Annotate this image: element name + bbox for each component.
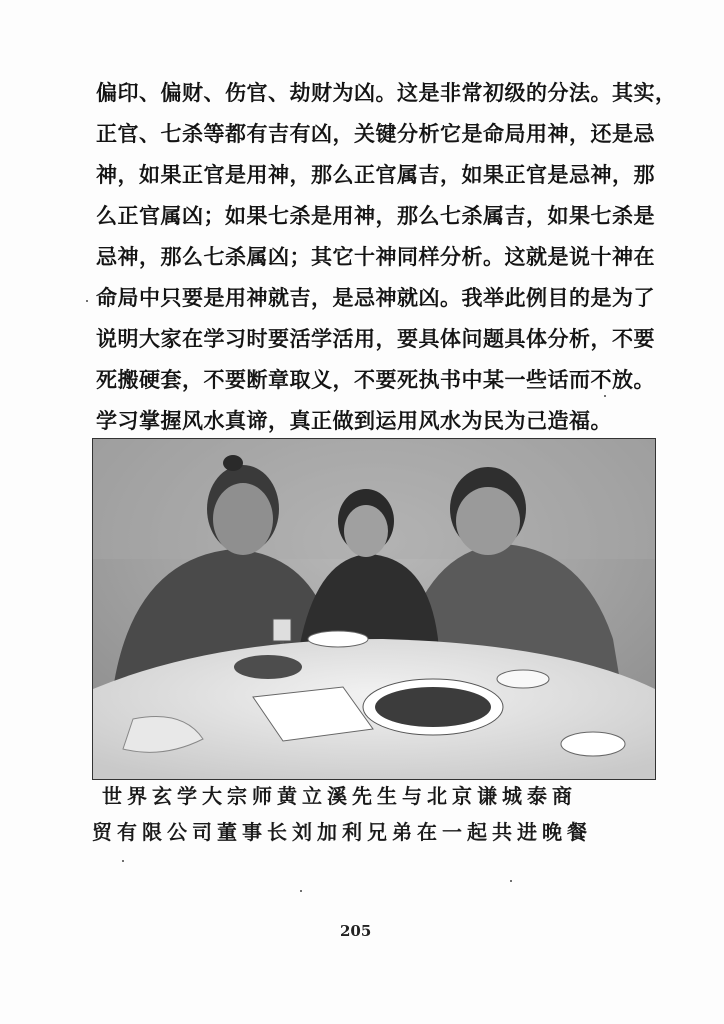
caption-line: 贸有限公司董事长刘加利兄弟在一起共进晚餐	[92, 820, 592, 844]
text-line: 命局中只要是用神就吉，是忌神就凶。我举此例目的是为了	[96, 285, 655, 310]
text-line: 说明大家在学习时要活学活用，要具体问题具体分析，不要	[96, 326, 655, 351]
scan-speck	[122, 860, 124, 862]
text-line: 死搬硬套，不要断章取义，不要死执书中某一些话而不放。	[96, 367, 655, 392]
text-line: 神，如果正官是用神，那么正官属吉，如果正官是忌神，那	[96, 162, 655, 187]
dinner-photo	[92, 438, 656, 780]
body-paragraph	[96, 72, 676, 441]
scan-speck	[86, 300, 88, 302]
text-line: 么正官属凶；如果七杀是用神，那么七杀属吉，如果七杀是	[96, 203, 655, 228]
scan-speck	[300, 890, 302, 892]
photo-caption	[92, 778, 662, 850]
text-line: 正官、七杀等都有吉有凶，关键分析它是命局用神，还是忌	[96, 121, 655, 146]
scan-speck	[510, 880, 512, 882]
text-line: 偏印、偏财、伤官、劫财为凶。这是非常初级的分法。其实，	[96, 80, 677, 105]
text-line: 学习掌握风水真谛，真正做到运用风水为民为己造福。	[96, 408, 612, 433]
page-number: 205	[340, 922, 372, 940]
photo-illustration	[93, 439, 655, 779]
caption-line: 世界玄学大宗师黄立溪先生与北京谦城泰商	[102, 784, 577, 808]
scan-speck	[604, 395, 606, 397]
text-line: 忌神，那么七杀属凶；其它十神同样分析。这就是说十神在	[96, 244, 655, 269]
